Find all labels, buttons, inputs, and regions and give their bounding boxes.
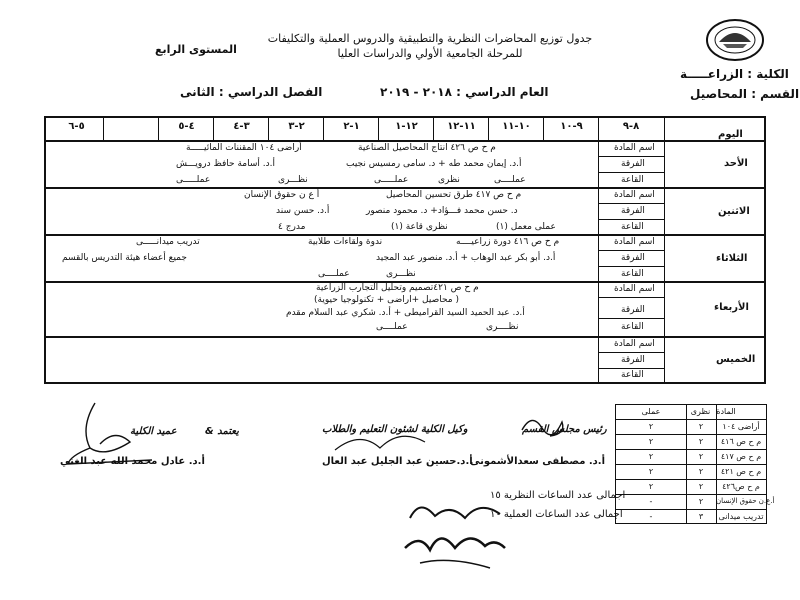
grid-line	[598, 250, 664, 251]
summary-theory: ٣	[698, 512, 704, 521]
row-label-room: القاعة	[621, 370, 644, 380]
instructor-cell: أ.د. إيمان محمد طه + د. سامى رمسيس نجيب	[346, 159, 522, 169]
grid-line	[598, 219, 664, 220]
total-theory-hours: اجمالى عدد الساعات النظرية ١٥	[490, 490, 626, 501]
summary-practical: ٢	[648, 437, 654, 446]
head-signature	[520, 410, 570, 440]
day-wednesday: الأربعاء	[714, 302, 749, 313]
grid-line	[664, 118, 665, 382]
grid-line	[598, 172, 664, 173]
time-slot: ٩-١٠	[560, 121, 583, 132]
total-practical-hours: اجمالى عدد الساعات العملية ١٠	[490, 509, 623, 520]
summary-course: م ح ص ٤١٦	[720, 437, 762, 446]
grid-line	[46, 234, 764, 236]
dean-title: عميد الكلية	[130, 426, 177, 437]
row-label-group: الفرقة	[621, 355, 645, 365]
summary-header: نظرى	[690, 407, 711, 416]
head-name: أ.د. مصطفى سعدالأشمونى	[470, 456, 606, 467]
day-thursday: الخميس	[716, 354, 756, 365]
university-logo	[705, 18, 765, 62]
summary-theory: ٢	[698, 497, 704, 506]
grid-line	[616, 434, 766, 435]
summary-table	[615, 404, 775, 524]
course-cell: م ح ص ٤١٦ دورة زراعيــــه	[456, 237, 560, 247]
summary-practical: ٢	[648, 482, 654, 491]
summary-theory: ٢	[698, 437, 704, 446]
course-cell: أ ع ن حقوق الإنسان	[244, 190, 320, 200]
course-cell: م ح ص ٤٢١تصميم وتحليل التجارب الزراعية	[316, 283, 479, 293]
grid-line	[46, 187, 764, 189]
room-cell: عملــــى	[318, 269, 350, 279]
grid-line	[598, 203, 664, 204]
semester-label: الفصل الدراسي : الثانى	[180, 85, 323, 99]
row-label-subject: اسم المادة	[614, 339, 655, 349]
handwritten-approval-signature	[400, 478, 510, 578]
time-slot: ٣-٤	[233, 121, 250, 132]
instructor-cell: أ.د. حسن سند	[276, 206, 330, 216]
time-slot: ٥-٦	[68, 121, 85, 132]
head-title: رئيس مجلس القسم	[522, 424, 607, 435]
day-sunday: الأحد	[724, 158, 748, 169]
summary-header: عملى	[641, 407, 661, 416]
grid-line	[488, 118, 489, 140]
course-cell: م ح ص ٤٢٦ انتاج المحاصيل الصناعية	[358, 143, 496, 153]
vice-dean-signature	[330, 420, 430, 460]
time-slot: ١٢-١	[395, 121, 418, 132]
grid-line	[616, 509, 766, 510]
summary-theory: ٢	[698, 482, 704, 491]
department-label: القسم : المحاصيل	[690, 87, 800, 101]
grid-line	[103, 118, 104, 140]
summary-theory: ٢	[698, 422, 704, 431]
row-label-group: الفرقة	[621, 305, 645, 315]
summary-theory: ٢	[698, 452, 704, 461]
grid-line	[323, 118, 324, 140]
grid-line	[433, 118, 434, 140]
room-cell: نظرى قاعة (١)	[391, 222, 448, 232]
row-label-subject: اسم المادة	[614, 190, 655, 200]
room-cell: عملـــــى	[374, 175, 409, 185]
instructor-cell: جميع أعضاء هيئة التدريس بالقسم	[62, 253, 187, 263]
summary-header: المادة	[716, 407, 736, 416]
room-cell: نظــــرى	[486, 322, 519, 332]
room-cell: نظرى	[438, 175, 460, 185]
time-slot: ٤-٥	[178, 121, 195, 132]
approve-label: يعتمد &	[205, 426, 239, 437]
summary-course: م ح ص ٤٢١	[720, 467, 762, 476]
summary-practical: ٢	[648, 467, 654, 476]
room-cell: عملى معمل (١)	[496, 222, 556, 232]
grid-line	[598, 156, 664, 157]
grid-line	[158, 118, 159, 140]
row-label-group: الفرقة	[621, 159, 645, 169]
time-slot: ٢-٣	[288, 121, 305, 132]
grid-line	[543, 118, 544, 140]
grid-line	[598, 318, 664, 319]
summary-course: تدريب ميدانى	[718, 512, 764, 521]
instructor-cell: أ.د. أسامة حافظ درويـــش	[176, 159, 275, 169]
schedule-table	[44, 116, 766, 384]
college-label: الكلية : الزراعـــــة	[680, 67, 789, 81]
vice-dean-title: وكيل الكلية لشئون التعليم والطلاب	[322, 424, 468, 435]
course-cell: ( محاصيل +اراضى + تكنولوجيا حيوية)	[314, 295, 459, 305]
summary-practical: ٢	[648, 422, 654, 431]
time-slot: ١١-١٢	[447, 121, 476, 132]
academic-year: العام الدراسي : ٢٠١٨ - ٢٠١٩	[380, 85, 549, 99]
grid-line	[616, 464, 766, 465]
row-label-group: الفرقة	[621, 253, 645, 263]
summary-practical: ٢	[648, 452, 654, 461]
summary-practical: -	[649, 497, 653, 506]
document-subtitle: للمرحلة الجامعية الأولي والدراسات العليا	[337, 47, 523, 60]
grid-line	[616, 494, 766, 495]
summary-course: م ح ص٤٢٦	[722, 482, 760, 491]
instructor-cell: أ.د. عبد الحميد السيد القراميطى + أ.د. شكري عبد السلام مقدم	[286, 308, 525, 318]
row-label-room: القاعة	[621, 175, 644, 185]
time-slot: ١٠-١١	[502, 121, 531, 132]
instructor-cell: د. حسن محمد فـــؤاد+ د. محمود منصور	[366, 206, 518, 216]
room-cell: عملــــى	[376, 322, 408, 332]
room-cell: مدرج ٤	[278, 222, 306, 232]
room-cell: نظـــرى	[386, 269, 416, 279]
room-cell: عملــــى	[494, 175, 526, 185]
dean-name: أ.د. عادل محمد الله عبد الغني	[60, 456, 205, 467]
row-label-subject: اسم المادة	[614, 284, 655, 294]
summary-practical: -	[649, 512, 653, 521]
day-tuesday: الثلاثاء	[716, 253, 748, 264]
summary-course: أ.ع.ن حقوق الإنسان	[716, 497, 775, 505]
grid-line	[598, 368, 664, 369]
course-cell: أراضى ١٠٤ المقننات المائيـــــة	[186, 143, 302, 153]
grid-line	[616, 449, 766, 450]
dean-signature	[60, 398, 160, 473]
summary-course: م ح ص ٤١٧	[720, 452, 762, 461]
row-label-room: القاعة	[621, 222, 644, 232]
day-header: اليوم	[718, 129, 743, 140]
course-cell: م ح ص ٤١٧ طرق تحسين المحاصيل	[386, 190, 522, 200]
grid-line	[616, 419, 766, 420]
vice-dean-name: أ.د.حسين عبد الجليل عبد العال	[322, 456, 473, 467]
time-slot: ١-٢	[343, 121, 360, 132]
grid-line	[46, 140, 764, 142]
grid-line	[268, 118, 269, 140]
row-label-subject: اسم المادة	[614, 237, 655, 247]
grid-line	[598, 297, 664, 298]
course-cell: تدريب ميدانـــــى	[136, 237, 200, 247]
row-label-room: القاعة	[621, 322, 644, 332]
level-label: المستوى الرابع	[155, 43, 237, 56]
grid-line	[598, 266, 664, 267]
summary-theory: ٢	[698, 467, 704, 476]
row-label-room: القاعة	[621, 269, 644, 279]
document-title: جدول توزيع المحاضرات النظرية والتطبيقية والدروس العملية والتكليفات	[267, 32, 593, 45]
time-slot: ٨-٩	[622, 121, 640, 132]
grid-line	[616, 479, 766, 480]
summary-course: أراضى ١٠٤	[722, 422, 760, 431]
row-label-subject: اسم المادة	[614, 143, 655, 153]
grid-line	[46, 336, 764, 338]
room-cell: عملـــــى	[176, 175, 211, 185]
course-cell: ندوة ولقاءات طلابية	[308, 237, 383, 247]
instructor-cell: أ.د. أبو بكر عبد الوهاب + أ.د. منصور عبد المجيد	[376, 253, 556, 263]
day-monday: الاثنين	[718, 206, 750, 217]
room-cell: نظـــرى	[278, 175, 308, 185]
grid-line	[378, 118, 379, 140]
row-label-group: الفرقة	[621, 206, 645, 216]
grid-line	[213, 118, 214, 140]
grid-line	[598, 352, 664, 353]
